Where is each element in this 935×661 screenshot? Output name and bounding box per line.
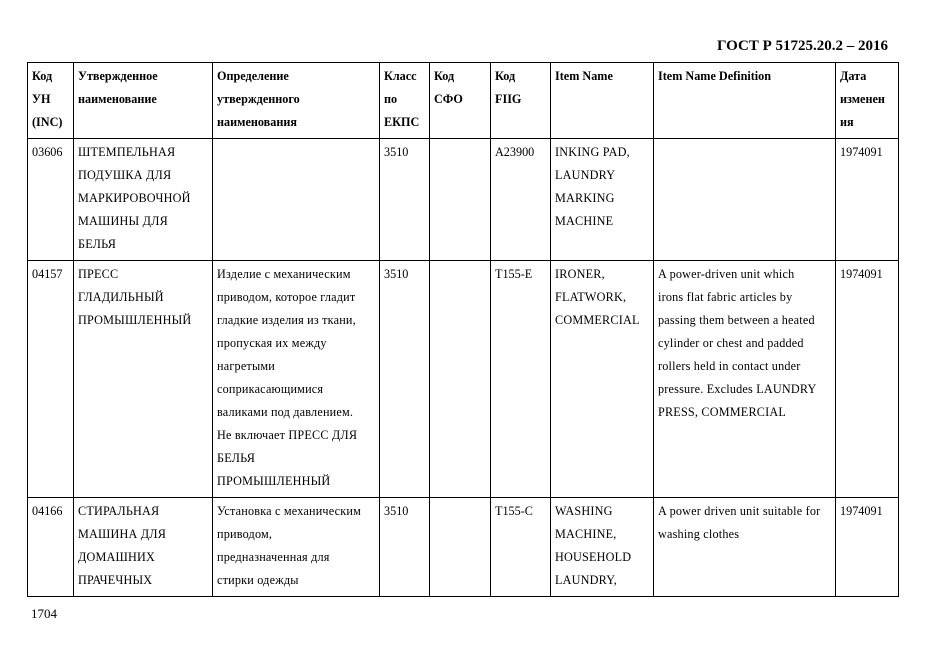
table-row (28, 139, 899, 261)
header-text-line: Дата (840, 69, 867, 83)
header-text-line: Item Name (555, 69, 613, 83)
cell-text-line: СТИРАЛЬНАЯ (78, 504, 160, 518)
cell-name-definition (213, 139, 380, 261)
cell-text-line: passing them between a heated (658, 313, 815, 327)
cell-code (28, 261, 74, 498)
cell-text-line: pressure. Excludes LAUNDRY (658, 382, 817, 396)
cell-text-line: A power driven unit suitable for (658, 504, 821, 518)
cell-text-line: ПРОМЫШЛЕННЫЙ (78, 313, 192, 327)
cell-item-name (551, 139, 654, 261)
cell-item-name (551, 498, 654, 597)
document-standard-header: ГОСТ Р 51725.20.2 – 2016 (716, 38, 888, 54)
cell-sfo-code (430, 261, 491, 498)
header-name-definition (213, 63, 380, 139)
cell-text-line: ШТЕМПЕЛЬНАЯ (78, 145, 176, 159)
cell-change-date (836, 261, 899, 498)
cell-change-date (836, 139, 899, 261)
cell-text: T155-C (495, 504, 533, 518)
cell-fiig-code (491, 498, 551, 597)
cell-text-line: rollers held in contact under (658, 359, 801, 373)
cell-class (380, 139, 430, 261)
cell-name-definition (213, 498, 380, 597)
header-text-line: (INC) (32, 115, 63, 129)
cell-name-definition (213, 261, 380, 498)
cell-text-line: washing clothes (658, 527, 740, 541)
cell-text-line: приводом, (217, 527, 273, 541)
cell-text-line: cylinder or chest and padded (658, 336, 804, 350)
cell-fiig-code (491, 261, 551, 498)
header-text-line: ЕКПС (384, 115, 420, 129)
header-code-sfo (430, 63, 491, 139)
header-text-line: изменен (840, 92, 885, 106)
cell-text-line: LAUNDRY (555, 168, 616, 182)
cell-class (380, 261, 430, 498)
cell-text: 3510 (384, 145, 409, 159)
header-text-line: Код (32, 69, 53, 83)
cell-text-line: LAUNDRY, (555, 573, 617, 587)
cell-approved-name (74, 139, 213, 261)
cell-code (28, 139, 74, 261)
cell-text-line: МАРКИРОВОЧНОЙ (78, 191, 191, 205)
header-text-line: утвержденного (217, 92, 300, 106)
header-text-line: Item Name Definition (658, 69, 772, 83)
cell-text-line: ПРАЧЕЧНЫХ (78, 573, 153, 587)
header-text-line: наименование (78, 92, 157, 106)
cell-text-line: приводом, которое гладит (217, 290, 356, 304)
header-change-date (836, 63, 899, 139)
cell-text-line: PRESS, COMMERCIAL (658, 405, 787, 419)
cell-text-line: HOUSEHOLD (555, 550, 632, 564)
cell-item-definition (654, 139, 836, 261)
cell-text: A23900 (495, 145, 535, 159)
cell-fiig-code (491, 139, 551, 261)
cell-approved-name (74, 261, 213, 498)
cell-text-line: ПРЕСС (78, 267, 119, 281)
cell-text-line: A power-driven unit which (658, 267, 795, 281)
cell-text-line: нагретыми (217, 359, 275, 373)
cell-text-line: пропуская их между (217, 336, 327, 350)
header-code-fiig (491, 63, 551, 139)
header-text-line: Класс (384, 69, 417, 83)
header-text-line: FIIG (495, 92, 522, 106)
table-row (28, 261, 899, 498)
header-text-line: Код (495, 69, 516, 83)
header-class-ekps (380, 63, 430, 139)
cell-text-line: MACHINE (555, 214, 614, 228)
cell-text-line: FLATWORK, (555, 290, 627, 304)
header-code-inc (28, 63, 74, 139)
header-text-line: наименования (217, 115, 297, 129)
cell-text-line: БЕЛЬЯ (217, 451, 256, 465)
cell-text-line: БЕЛЬЯ (78, 237, 117, 251)
header-text-line: по (384, 92, 398, 106)
page-number: 1704 (31, 606, 57, 621)
header-text-line: СФО (434, 92, 463, 106)
cell-text-line: MARKING (555, 191, 615, 205)
cell-text: T155-E (495, 267, 533, 281)
cell-text-line: гладкие изделия из ткани, (217, 313, 356, 327)
cell-text: 03606 (32, 145, 63, 159)
cell-text-line: МАШИНЫ ДЛЯ (78, 214, 168, 228)
cell-text-line: валиками под давлением. (217, 405, 354, 419)
cell-sfo-code (430, 139, 491, 261)
cell-item-name (551, 261, 654, 498)
cell-text-line: стирки одежды (217, 573, 299, 587)
cell-approved-name (74, 498, 213, 597)
header-text-line: УН (32, 92, 51, 106)
cell-item-definition (654, 498, 836, 597)
cell-text-line: COMMERCIAL (555, 313, 640, 327)
header-item-name (551, 63, 654, 139)
cell-text-line: Установка с механическим (217, 504, 362, 518)
cell-text-line: МАШИНА ДЛЯ (78, 527, 167, 541)
cell-text: 1974091 (840, 267, 883, 281)
cell-text: 04166 (32, 504, 63, 518)
catalog-table (27, 62, 899, 597)
cell-class (380, 498, 430, 597)
cell-text-line: WASHING (555, 504, 613, 518)
header-text-line: Код (434, 69, 455, 83)
cell-text-line: ДОМАШНИХ (78, 550, 156, 564)
cell-text-line: Не включает ПРЕСС ДЛЯ (217, 428, 358, 442)
cell-text-line: irons flat fabric articles by (658, 290, 793, 304)
header-text-line: Утвержденное (78, 69, 158, 83)
header-text-line: ия (840, 115, 854, 129)
cell-text-line: ПРОМЫШЛЕННЫЙ (217, 474, 331, 488)
cell-text: 04157 (32, 267, 63, 281)
header-text-line: Определение (217, 69, 289, 83)
header-approved-name (74, 63, 213, 139)
cell-text-line: ГЛАДИЛЬНЫЙ (78, 290, 164, 304)
cell-text-line: Изделие с механическим (217, 267, 351, 281)
cell-code (28, 498, 74, 597)
cell-text: 3510 (384, 267, 409, 281)
cell-text-line: MACHINE, (555, 527, 617, 541)
table-row (28, 498, 899, 597)
cell-text-line: предназначенная для (217, 550, 330, 564)
header-item-name-definition (654, 63, 836, 139)
cell-sfo-code (430, 498, 491, 597)
cell-text-line: соприкасающимися (217, 382, 324, 396)
cell-item-definition (654, 261, 836, 498)
cell-text-line: INKING PAD, (555, 145, 630, 159)
cell-change-date (836, 498, 899, 597)
cell-text: 3510 (384, 504, 409, 518)
cell-text-line: IRONER, (555, 267, 605, 281)
cell-text: 1974091 (840, 504, 883, 518)
table-header-row (28, 63, 899, 139)
cell-text-line: ПОДУШКА ДЛЯ (78, 168, 172, 182)
cell-text: 1974091 (840, 145, 883, 159)
